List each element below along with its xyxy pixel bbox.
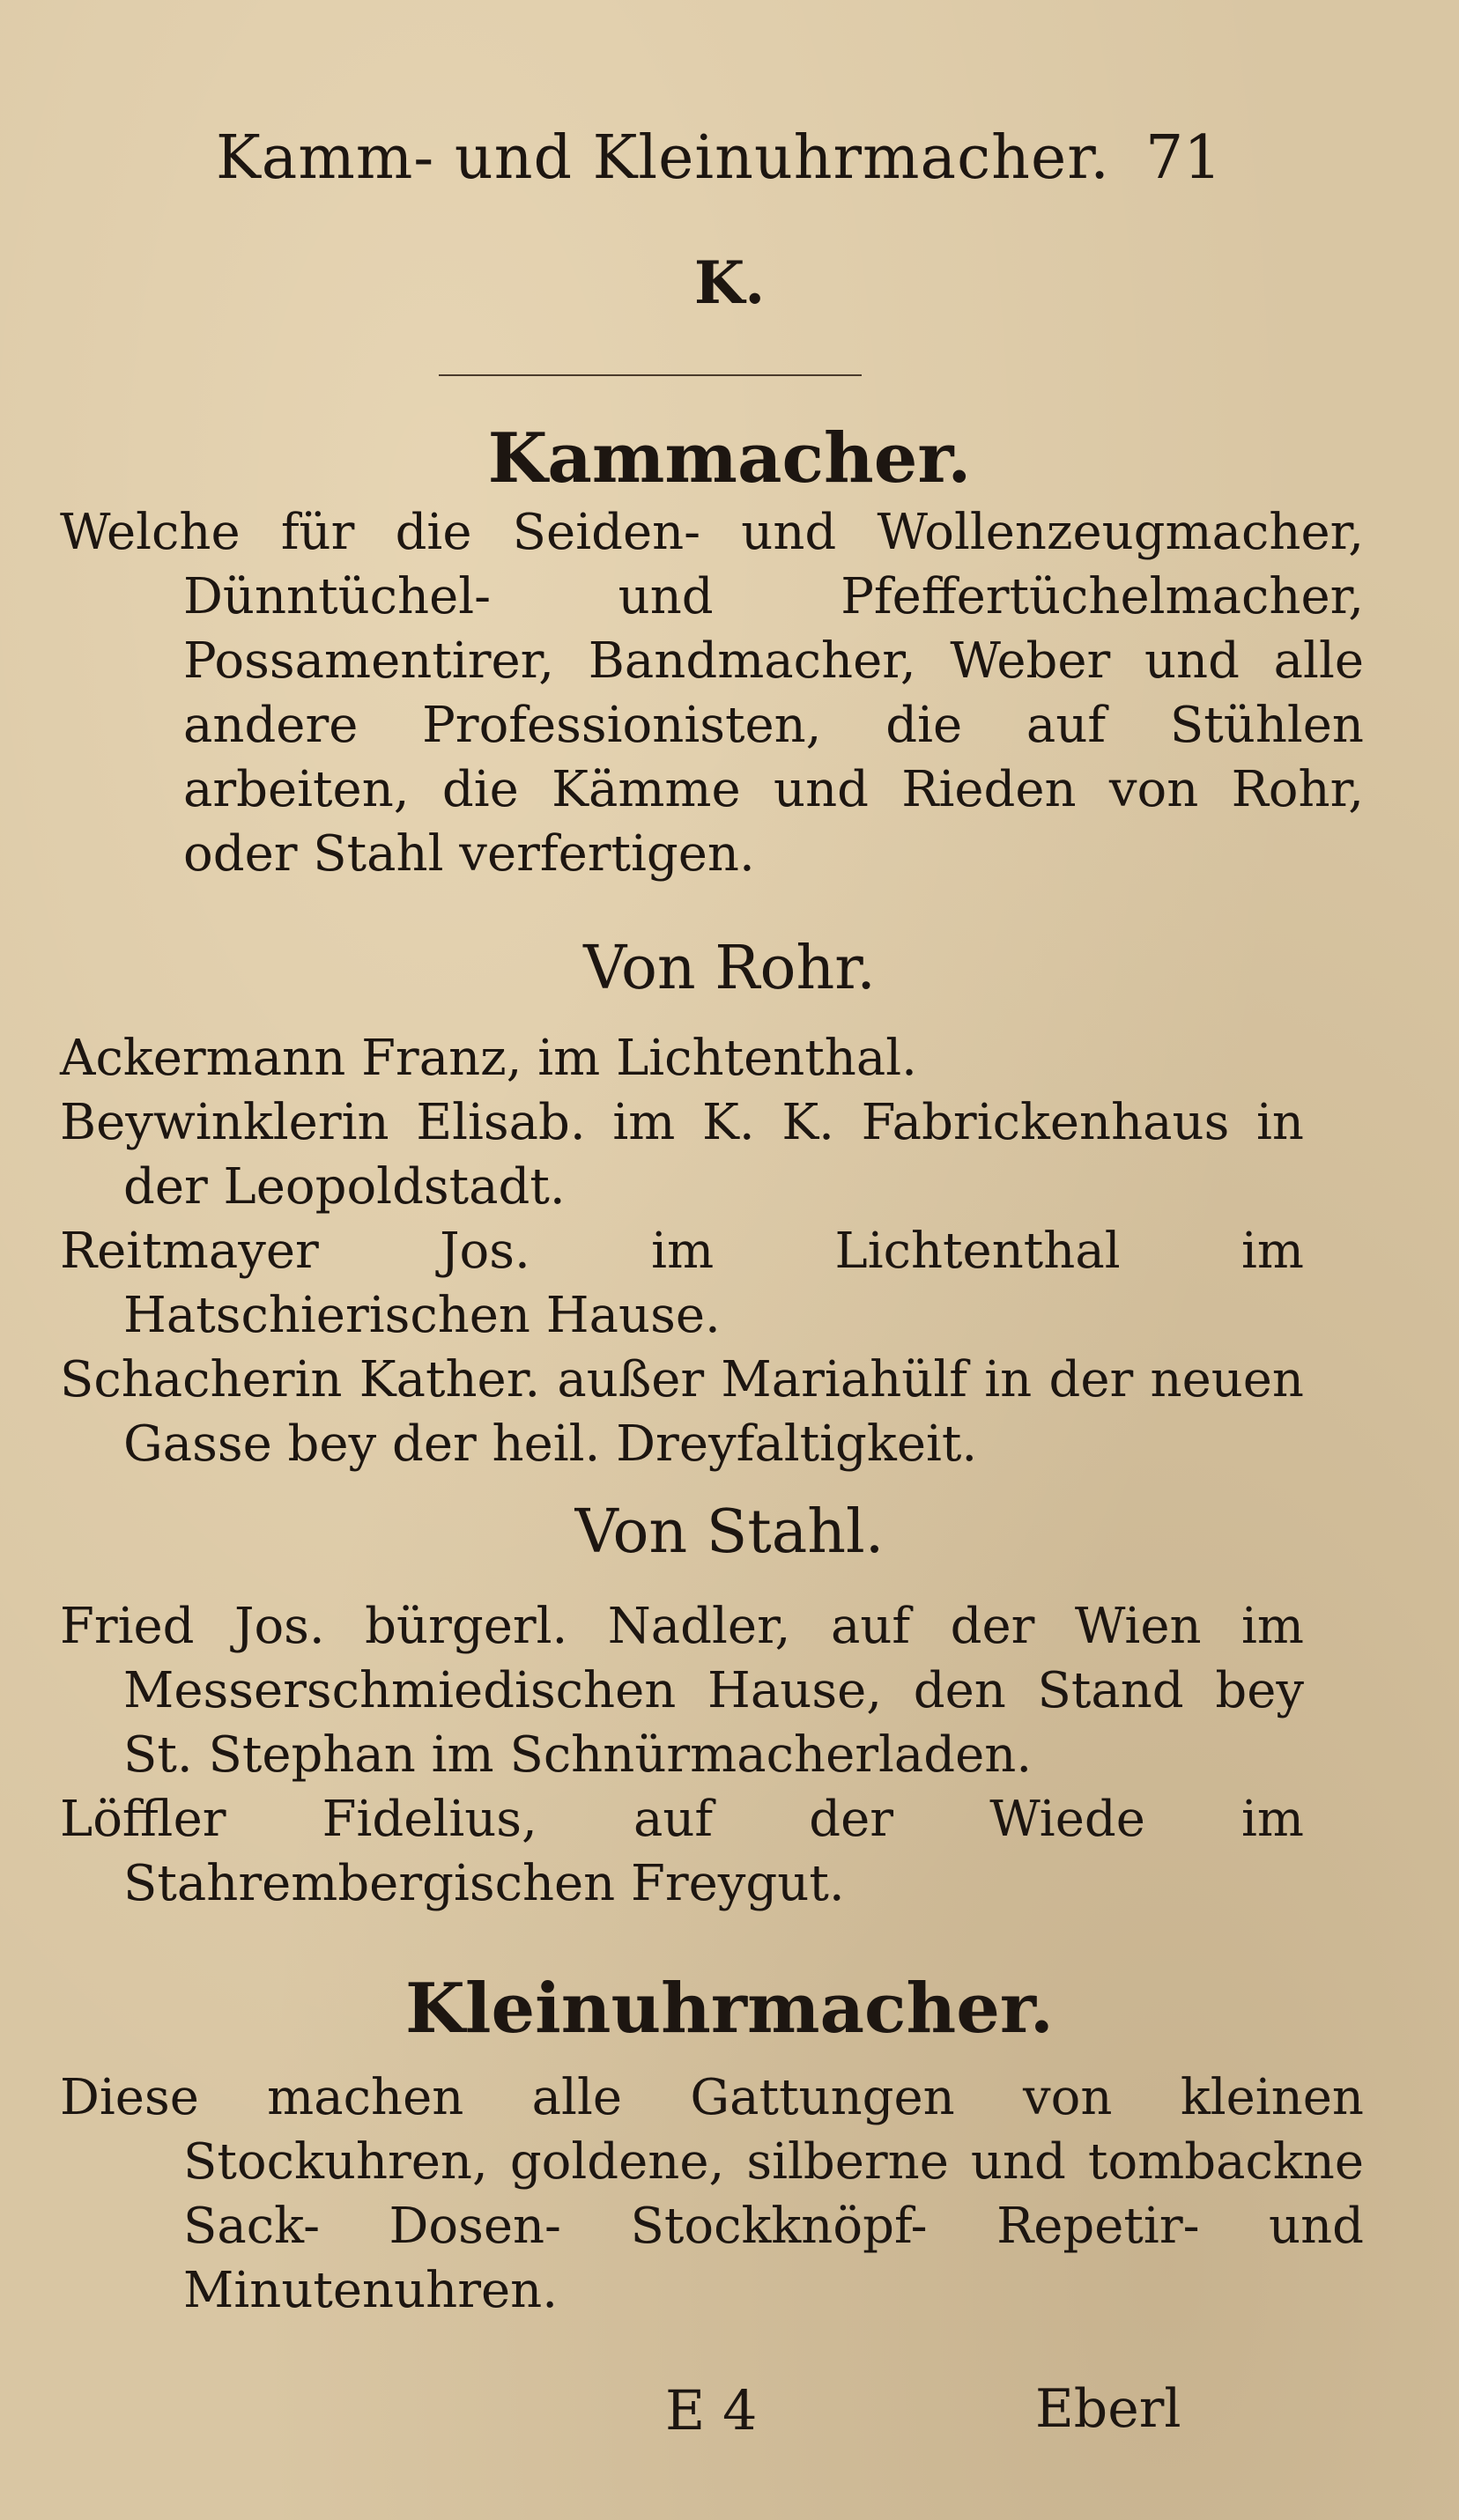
- list-item: Beywinklerin Elisab. im K. K. Fabrickenhaus in der Leopoldstadt.: [60, 1094, 1304, 1216]
- kleinuhrmacher-description: Diese machen alle Gattungen von kleinen Stockuhren, goldene, silberne und tombackne Sack- Dosen- Stockknöpf- Repetir- und Minutenuhren.: [60, 2069, 1364, 2319]
- subheading-von-rohr: Von Rohr.: [583, 934, 876, 1003]
- list-item: Reitmayer Jos. im Lichtenthal im Hatschierischen Hause.: [60, 1223, 1304, 1344]
- list-item: Fried Jos. bürgerl. Nadler, auf der Wien im Messerschmiedischen Hause, den Stand bey St. Stephan im Schnürmacherladen.: [60, 1598, 1304, 1784]
- running-head: [0, 123, 1459, 211]
- divider-rule: [439, 374, 862, 376]
- heading-kammacher: Kammacher.: [487, 418, 972, 499]
- signature-mark: E 4: [665, 2378, 758, 2442]
- list-item: Schacherin Kather. außer Mariahülf in der neuen Gasse bey der heil. Dreyfaltigkeit.: [60, 1351, 1304, 1473]
- list-item: Löffler Fidelius, auf der Wiede im Stahrembergischen Freygut.: [60, 1791, 1304, 1912]
- page-number: 71: [1145, 123, 1222, 193]
- catchword: Eberl: [1035, 2378, 1181, 2440]
- kammacher-description: Welche für die Seiden- und Wollenzeugmacher, Dünntüchel- und Pfeffertüchelmacher, Possamentirer, Bandmacher, Weber und alle andere Professionisten, die auf Stühlen arbeiten, die Kämme und Rieden von Rohr, oder Stahl verfertigen.: [60, 504, 1364, 883]
- subheading-von-stahl: Von Stahl.: [574, 1497, 885, 1567]
- section-letter: K.: [693, 248, 766, 317]
- running-title: Kamm- und Kleinuhrmacher.: [216, 123, 1110, 193]
- heading-kleinuhrmacher: Kleinuhrmacher.: [405, 1969, 1054, 2049]
- list-item: Ackermann Franz, im Lichtenthal.: [60, 1030, 917, 1087]
